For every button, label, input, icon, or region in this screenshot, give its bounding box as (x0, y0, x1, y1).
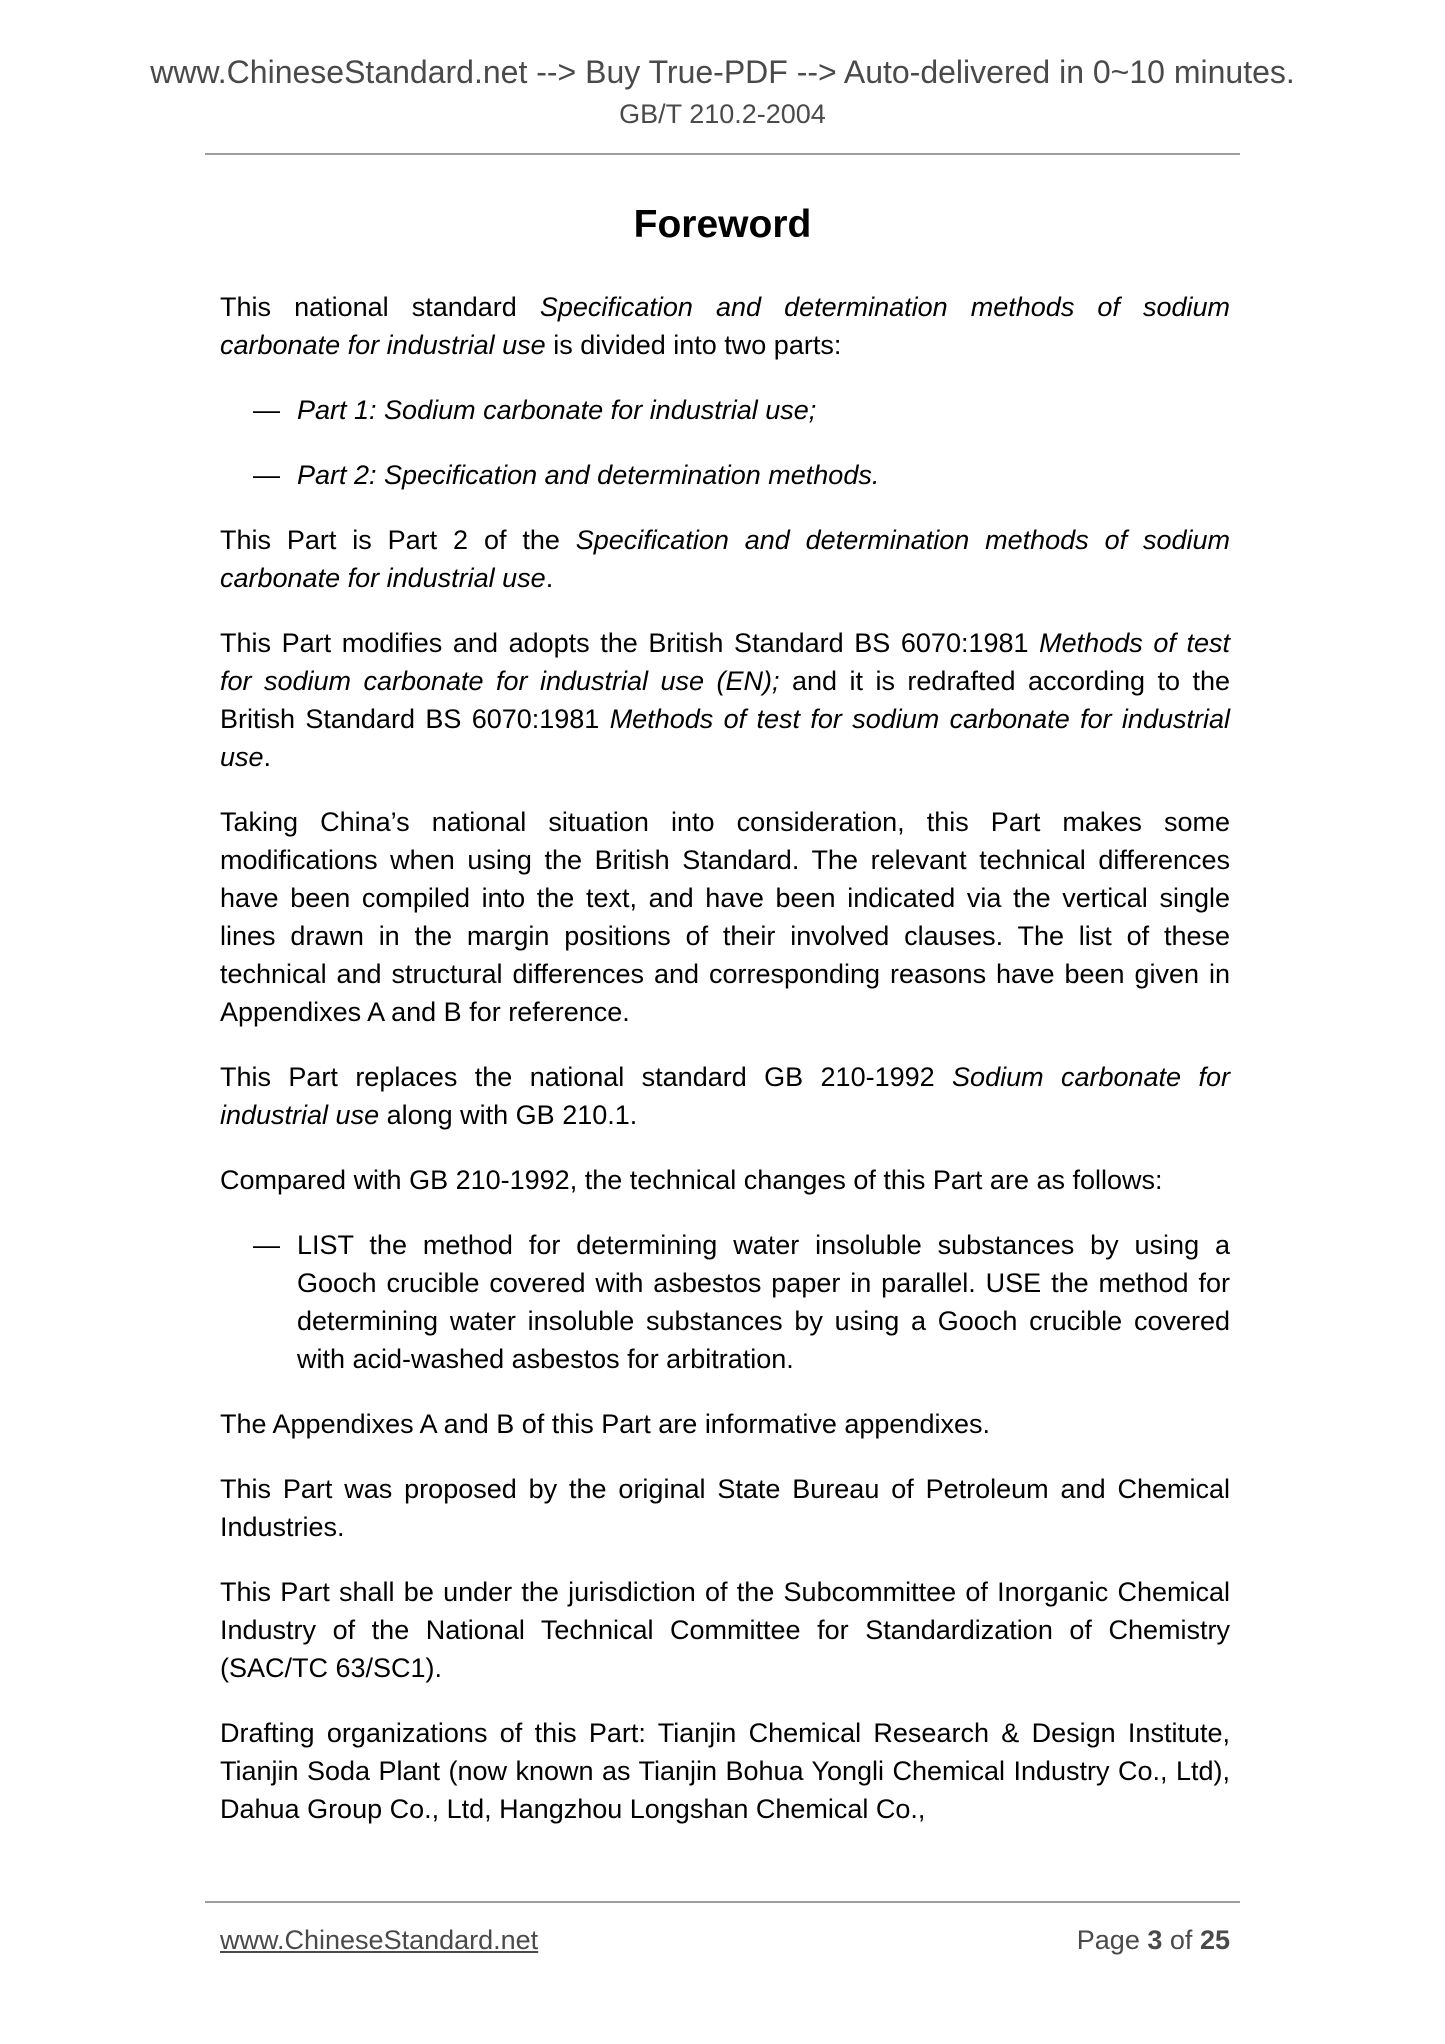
text-run: Drafting organizations of this Part: Tianjin Chemical Research & Design Institute, Tianjin Soda Plant (now known as Tianjin Bohua Yongli Chemical Industry Co., Ltd), Dahua Group Co., Ltd, Hangzhou Longshan Chemical Co., (220, 1718, 1230, 1824)
footer-row (205, 1923, 1240, 1957)
paragraph (220, 1470, 1230, 1546)
page-header (0, 0, 1445, 155)
text-run: The Appendixes A and B of this Part are informative appendixes. (220, 1409, 990, 1439)
page-prefix-label: Page (1076, 1925, 1140, 1955)
paragraph (220, 1573, 1230, 1687)
header-banner: www.ChineseStandard.net --> Buy True-PDF --> Auto-delivered in 0~10 minutes. (150, 54, 1295, 90)
site-link[interactable]: www.ChineseStandard.net (220, 1925, 539, 1955)
page-total: 25 (1199, 1925, 1230, 1955)
text-run: along with GB 210.1. (379, 1100, 638, 1130)
list-dash: — (253, 395, 280, 425)
list-dash: — (253, 460, 280, 490)
italic-run: Part 2: Specification and determination methods. (297, 460, 880, 490)
list-dash: — (253, 1230, 280, 1260)
italic-run: Methods of test for sodium carbonate for industrial use (EN); (220, 628, 1230, 696)
paragraph (220, 1161, 1230, 1199)
paragraph (220, 624, 1230, 776)
text-run: This Part modifies and adopts the British Standard BS 6070:1981 (220, 628, 1040, 658)
italic-run: Methods of test for sodium carbonate for industrial use (220, 704, 1230, 772)
italic-run: Specification and determination methods of sodium carbonate for industrial use (220, 525, 1230, 593)
text-run: Compared with GB 210-1992, the technical changes of this Part are as follows: (220, 1165, 1163, 1195)
standard-code: GB/T 210.2-2004 (619, 99, 826, 129)
list-item (220, 391, 1230, 429)
paragraph (220, 521, 1230, 597)
italic-run: Specification and determination methods of sodium carbonate for industrial use (220, 292, 1230, 360)
list-item (220, 456, 1230, 494)
page-indicator (1077, 1923, 1230, 1957)
paragraph (220, 1714, 1230, 1828)
text-run: This Part shall be under the jurisdiction of the Subcommittee of Inorganic Chemical Industry of the National Technical Committee for Standardization of Chemistry (SAC/TC 63/SC1). (220, 1577, 1230, 1683)
document-body (205, 288, 1240, 1828)
text-run: Taking China’s national situation into consideration, this Part makes some modifications when using the British Standard. The relevant technical differences have been compiled into the text, and have been indicated via the vertical single lines drawn in the margin positions of their involved clauses. The list of these technical and structural differences and corresponding reasons have been given in Appendixes A and B for reference. (220, 807, 1230, 1027)
list-item (220, 1226, 1230, 1378)
document-content (205, 202, 1240, 1828)
text-run: . (545, 563, 554, 593)
italic-run: Sodium carbonate for industrial use (220, 1062, 1230, 1130)
text-run: This national standard (220, 292, 540, 322)
paragraph (220, 288, 1230, 364)
text-run: This Part was proposed by the original State Bureau of Petroleum and Chemical Industries. (220, 1474, 1230, 1542)
page-of-label: of (1169, 1925, 1193, 1955)
header-divider (205, 153, 1240, 155)
page-title: Foreword (633, 203, 812, 246)
text-run: is divided into two parts: (545, 330, 842, 360)
text-run: This Part replaces the national standard GB 210-1992 (220, 1062, 953, 1092)
page-number: 3 (1147, 1925, 1163, 1955)
footer-divider (205, 1901, 1240, 1903)
text-run: and it is redrafted according to the British Standard BS 6070:1981 (220, 666, 1230, 734)
text-run: This Part is Part 2 of the (220, 525, 576, 555)
italic-run: Part 1: Sodium carbonate for industrial use; (297, 395, 817, 425)
paragraph (220, 1405, 1230, 1443)
text-run: LIST the method for determining water insoluble substances by using a Gooch crucible covered with asbestos paper in parallel. USE the method for determining water insoluble substances by using a Gooch crucible covered with acid-washed asbestos for arbitration. (297, 1230, 1230, 1374)
paragraph (220, 803, 1230, 1031)
text-run: . (263, 742, 272, 772)
page-footer (205, 1901, 1240, 1957)
paragraph (220, 1058, 1230, 1134)
